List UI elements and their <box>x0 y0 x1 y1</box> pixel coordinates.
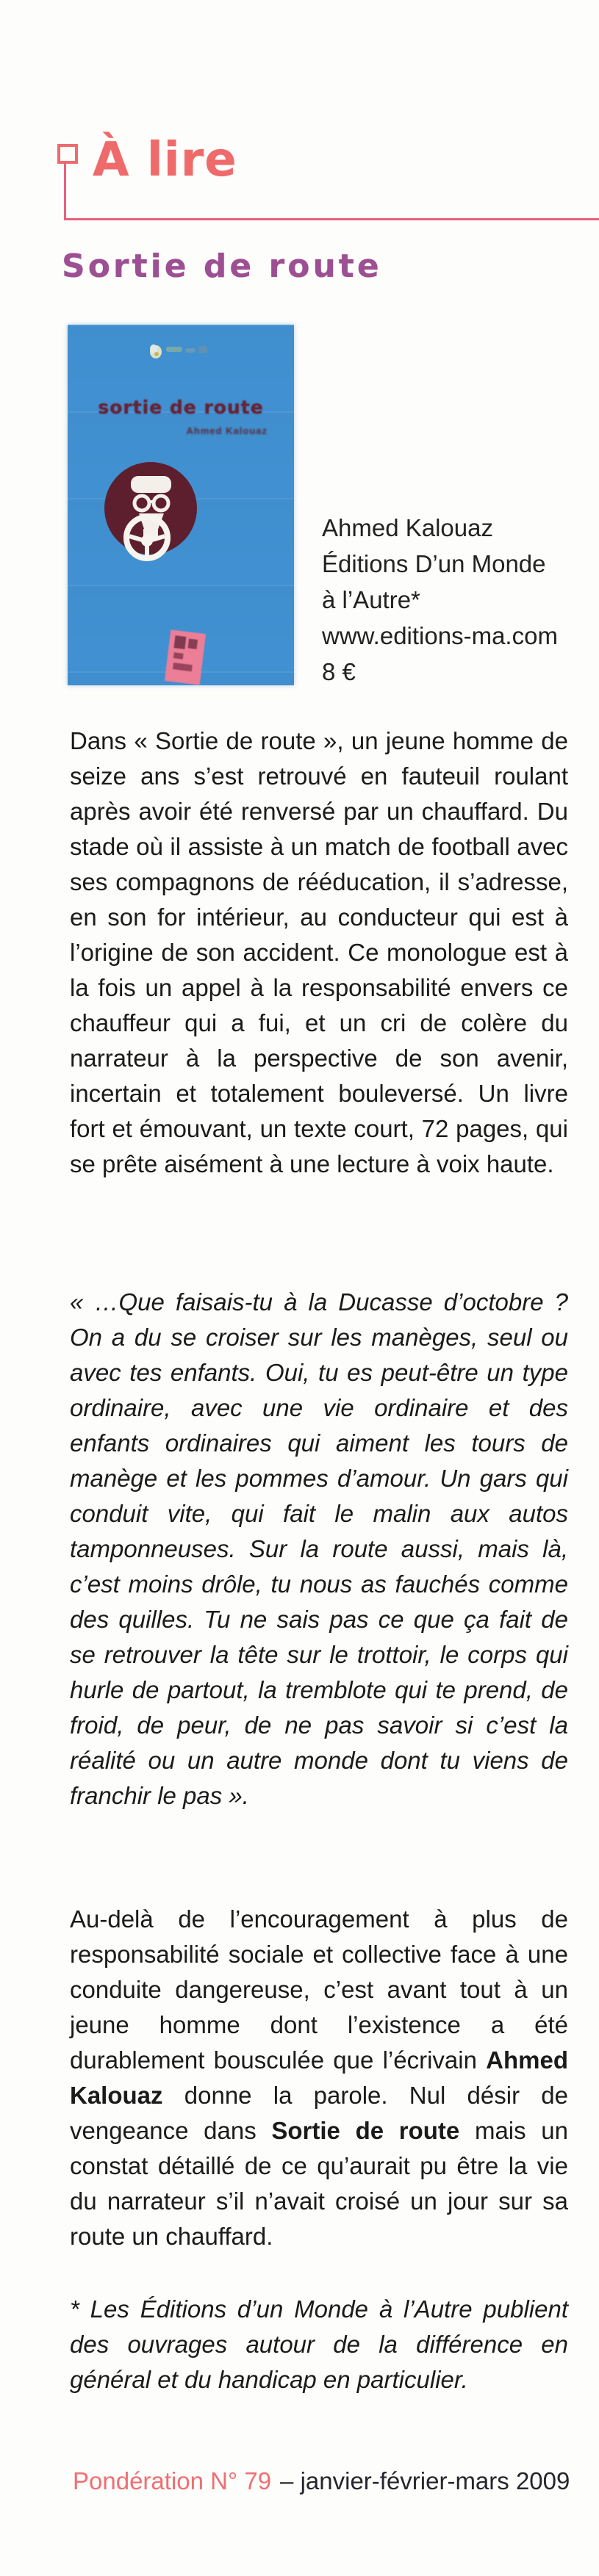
issue-date: – janvier-février-mars 2009 <box>280 2467 570 2494</box>
book-cover <box>68 325 294 685</box>
article-title: Sortie de route <box>62 248 382 285</box>
cover-author: Ahmed Kalouaz <box>186 425 268 436</box>
paragraph-2-text-mid: donne la parole. Nul désir de vengeance dans <box>70 2082 568 2144</box>
paragraph-2-text-before: Au-delà de l’encouragement à plus de responsabilité sociale et collective face à une conduite dangereuse, c’est avant tout à un jeune homme dont l’existence a été durablement bousculée que l’écrivain <box>70 1905 568 2074</box>
book-website: www.editions-ma.com <box>322 622 558 649</box>
page-footer <box>73 2467 570 2496</box>
pink-stamp <box>165 629 206 685</box>
journal-name: Pondération N° 79 <box>73 2467 272 2494</box>
review-quote: « …Que faisais-tu à la Ducasse d’octobre ? On a du se croiser sur les manèges, seul ou avec tes enfants. Oui, tu es peut-être un type ordinaire, avec une vie ordinaire et des enfants ordinaires qui aiment les tours de manège et les pommes d’amour. Un gars qui conduit vite, qui fait le malin aux autos tamponneuses. Sur la route aussi, mais là, c’est moins drôle, tu nous as fauchés comme des quilles. Tu ne sais pas ce que ça fait de se retrouver la tête sur le trottoir, le corps qui hurle de partout, la tremblote qui te prend, de froid, de peur, de ne pas savoir si c’est la réalité ou un autre monde dont tu viens de franchir le pas ». <box>70 1288 568 1809</box>
section-marker-square <box>57 144 78 164</box>
book-publisher-line2: à l’Autre* <box>322 586 420 613</box>
header-rule-vertical <box>64 162 66 220</box>
book-title-bold: Sortie de route <box>271 2117 460 2144</box>
book-publisher-line1: Éditions D’un Monde <box>322 550 546 577</box>
review-footnote: * Les Éditions d’un Monde à l’Autre publient des ouvrages autour de la différence en général et du handicap en particulier. <box>70 2295 568 2393</box>
book-price: 8 € <box>322 658 356 685</box>
book-author: Ahmed Kalouaz <box>322 514 493 541</box>
review-paragraph-2 <box>70 1902 568 2254</box>
header-rule-horizontal <box>64 218 599 220</box>
review-paragraph-1: Dans « Sortie de route », un jeune homme de seize ans s’est retrouvé en fauteuil roulant après avoir été renversé par un chauffard. Du stade où il assiste à un match de football avec ses compagnons de rééducation, il s’adresse, en son for intérieur, au conducteur qui est à l’origine de son accident. Ce monologue est à la fois un appel à la responsabilité envers ce chauffeur qui a fui, et un cri de colère du narrateur à la perspective de son avenir, incertain et totalement bouleversé. Un livre fort et émouvant, un texte court, 72 pages, qui se prête aisément à une lecture à voix haute. <box>70 727 568 1177</box>
stamp-marks-icon <box>165 629 206 685</box>
section-title: À lire <box>93 133 237 187</box>
paragraph-2-text-after: mais un constat détaillé de ce qu’aurait pu être la vie du narrateur s’il n’avait croisé un jour sur sa route un chauffard. <box>70 2117 569 2250</box>
cover-book-title: sortie de route <box>98 397 264 418</box>
book-info <box>322 510 594 690</box>
author-name-bold: Ahmed Kalouaz <box>70 2046 568 2109</box>
